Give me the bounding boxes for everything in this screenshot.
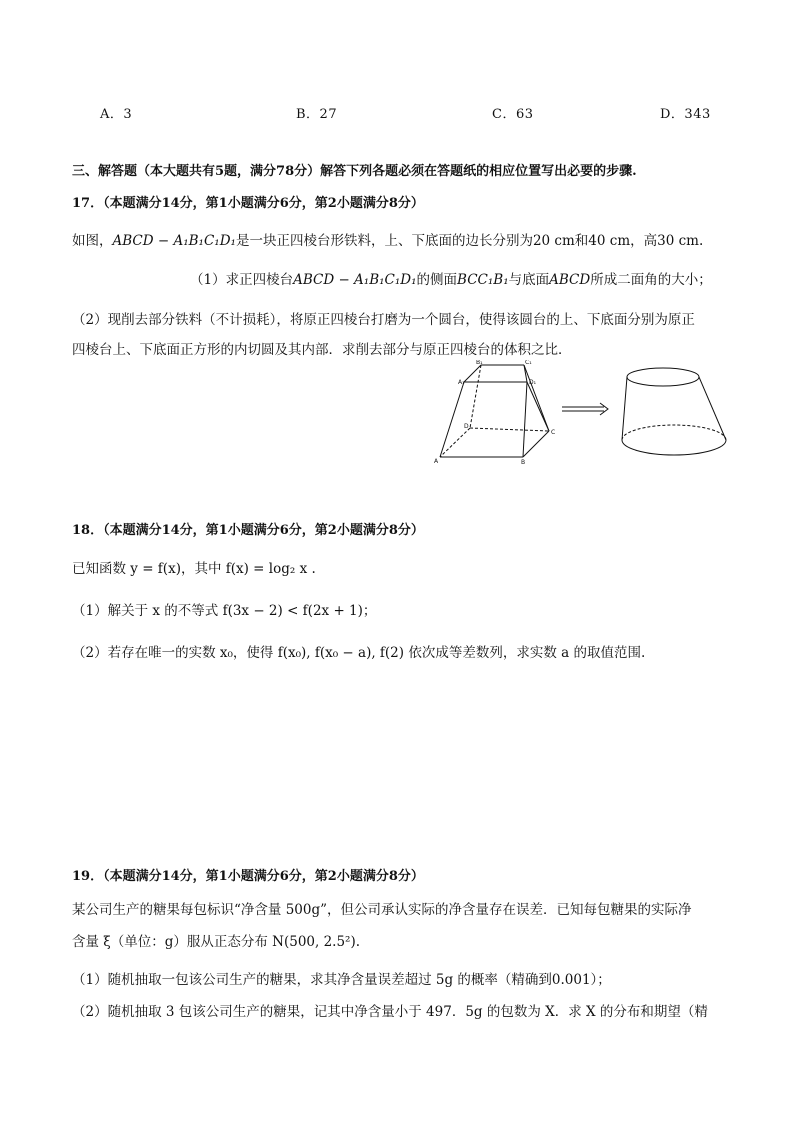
edge-cc1-back: [524, 365, 549, 431]
q17-part2-line2: 四棱台上、下底面正方形的内切圆及其内部．求削去部分与原正四棱台的体积之比．: [72, 342, 572, 358]
q18-intro: 已知函数 y = f(x)，其中 f(x) = log₂ x .: [72, 561, 316, 577]
label-d: D: [464, 423, 469, 430]
label-a: A: [434, 458, 439, 465]
choice-a: A．3: [100, 107, 133, 122]
q17-intro: [72, 229, 703, 249]
q19-heading: 19．（本题满分14分，第1小题满分6分，第2小题满分8分）: [72, 869, 424, 884]
section-header: 三、解答题（本大题共有5题，满分78分）解答下列各题必须在答题纸的相应位置写出必要的步骤.: [72, 164, 637, 179]
label-a1: A₁: [458, 379, 465, 386]
q19-part1: （1）随机抽取一包该公司生产的糖果，求其净含量误差超过 5g 的概率（精确到0.001）；: [72, 972, 611, 988]
truncated-cone: [622, 368, 726, 455]
label-b1: B₁: [476, 360, 483, 366]
label-c: C: [551, 429, 556, 436]
q17-part1: [190, 268, 712, 288]
edge-a1b1: [464, 365, 481, 382]
label-b: B: [521, 459, 526, 466]
q19-part2: （2）随机抽取 3 包该公司生产的糖果，记其中净含量小于 497．5g 的包数为 X．求 X 的分布和期望（精: [72, 1004, 708, 1020]
q17-part1-mid: 的侧面: [416, 272, 458, 288]
q17-heading: 17．（本题满分14分，第1小题满分6分，第2小题满分8分）: [72, 196, 424, 211]
label-d1: D₁: [529, 379, 537, 386]
q19-line2: 含量 ξ（单位：g）服从正态分布 N(500, 2.5²).: [72, 934, 361, 950]
q17-part1-expr1: ABCD − A₁B₁C₁D₁: [293, 272, 417, 288]
q17-intro-expr: ABCD − A₁B₁C₁D₁: [112, 233, 236, 249]
q17-part1-pre: （1）求正四棱台: [190, 272, 294, 288]
edge-bc: [523, 431, 549, 457]
q17-part1-post: 所成二面角的大小；: [590, 272, 712, 288]
choice-c: C．63: [492, 107, 534, 122]
q17-part1-expr3: ABCD: [549, 272, 591, 288]
q17-part1-expr2: BCC₁B₁: [457, 272, 509, 288]
q18-part2: （2）若存在唯一的实数 x₀，使得 f(x₀), f(x₀ − a), f(2) 依次成等差数列，求实数 a 的取值范围.: [72, 645, 646, 661]
choice-d: D．343: [660, 107, 711, 122]
label-c1: C₁: [525, 360, 532, 366]
q18-heading: 18．（本题满分14分，第1小题满分6分，第2小题满分8分）: [72, 523, 424, 538]
q17-part1-mid2: 与底面: [508, 272, 550, 288]
q17-part2-line1: （2）现削去部分铁料（不计损耗），将原正四棱台打磨为一个圆台，使得该圆台的上、下底面分别为原正: [72, 312, 695, 328]
edge-dc-hidden: [470, 428, 549, 431]
q17-figure: [430, 360, 740, 472]
q17-intro-pre: 如图，: [72, 233, 113, 249]
cone-base-hidden: [622, 425, 726, 440]
q18-part1: （1）解关于 x 的不等式 f(3x − 2) < f(2x + 1)；: [72, 603, 377, 619]
q19-line1: 某公司生产的糖果每包标识“净含量 500g”，但公司承认实际的净含量存在误差．已知每包糖果的实际净: [72, 902, 692, 918]
q17-intro-post: 是一块正四棱台形铁料，上、下底面的边长分别为20 cm和40 cm，高30 cm.: [235, 233, 704, 249]
edge-bb1: [523, 382, 527, 457]
arrow-icon: [562, 403, 608, 415]
choice-b: B．27: [296, 107, 338, 122]
